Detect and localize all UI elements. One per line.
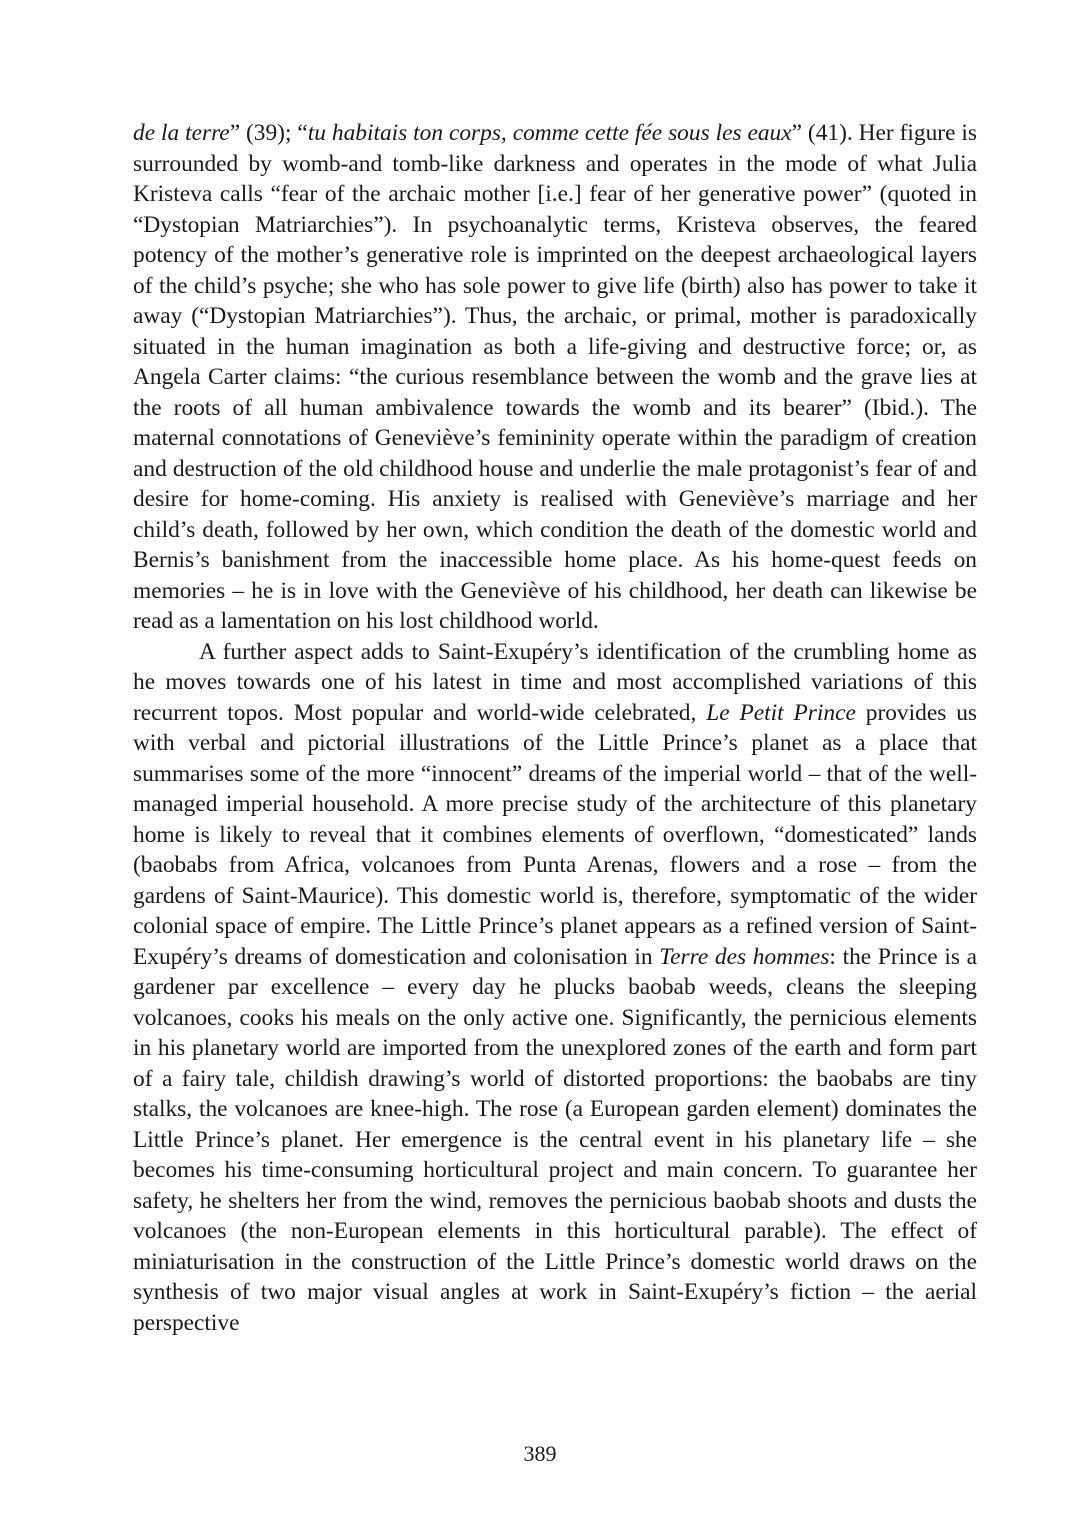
paragraph-2 [133,637,977,1339]
paragraph-1 [133,118,977,637]
text-run: provides us with verbal and pictorial illustrations of the Little Prince’s planet as a place that summarises some of the more “innocent” dreams of the imperial world – that of the well-managed imperial household. A more precise study of the architecture of this planetary home is likely to reveal that it combines elements of overflown, “domesticated” lands (baobabs from Africa, volcanoes from Punta Arenas, flowers and a rose – from the gardens of Saint-Maurice). This domestic world is, therefore, symptomatic of the wider colonial space of empire. The Little Prince’s planet appears as a refined version of Saint-Exupéry’s dreams of domestication and colonisation in [133,699,977,970]
italic-title: Le Petit Prince [706,699,856,726]
italic-quote: tu habitais ton corps, comme cette fée sous les eaux [307,120,792,146]
text-run: ” (39); “ [229,120,308,146]
italic-title: Terre des hommes [659,943,830,970]
text-run: A further aspect adds to Saint-Exupéry’s identification of the crumbling home as he moves towards one of his latest in time and most accomplished variations of this recurrent topos. Most popular and world-wide celebrated, [133,638,977,726]
italic-quote: de la terre [133,120,230,146]
text-run: : the Prince is a gardener par excellence – every day he plucks baobab weeds, cleans the sleeping volcanoes, cooks his meals on the only active one. Significantly, the pernicious elements in his planetary world are imported from the unexplored zones of the earth and form part of a fairy tale, childish drawing’s world of distorted proportions: the baobabs are tiny stalks, the volcanoes are knee-high. The rose (a European garden element) dominates the Little Prince’s planet. Her emergence is the central event in his planetary life – she becomes his time-consuming horticultural project and main concern. To guarantee her safety, he shelters her from the wind, removes the pernicious baobab shoots and dusts the volcanoes (the non-European elements in this horticultural parable). The effect of miniaturisation in the construction of the Little Prince’s domestic world draws on the synthesis of two major visual angles at work in Saint-Exupéry’s fiction – the aerial perspective [133,943,977,1336]
text-run: ” (41). Her figure is surrounded by womb-and tomb-like darkness and operates in the mode of what Julia Kristeva calls “fear of the archaic mother [i.e.] fear of her generative power” (quoted in “Dystopian Matriarchies”). In psychoanalytic terms, Kristeva observes, the feared potency of the mother’s generative role is imprinted on the deepest archaeological layers of the child’s psyche; she who has sole power to give life (birth) also has power to take it away (“Dystopian Matriarchies”). Thus, the archaic, or primal, mother is paradoxically situated in the human imagination as both a life-giving and destructive force; or, as Angela Carter claims: “the curious resemblance between the womb and the grave lies at the roots of all human ambivalence towards the womb and its bearer” (Ibid.). The maternal connotations of Geneviève’s femininity operate within the paradigm of creation and destruction of the old childhood house and underlie the male protagonist’s fear of and desire for home-coming. His anxiety is realised with Geneviève’s marriage and her child’s death, followed by her own, which condition the death of the domestic world and Bernis’s banishment from the inaccessible home place. As his home-quest feeds on memories – he is in love with the Geneviève of his childhood, her death can likewise be read as a lamentation on his lost childhood world. [133,120,977,634]
body-text [133,118,977,1338]
page-number: 389 [523,1441,557,1466]
